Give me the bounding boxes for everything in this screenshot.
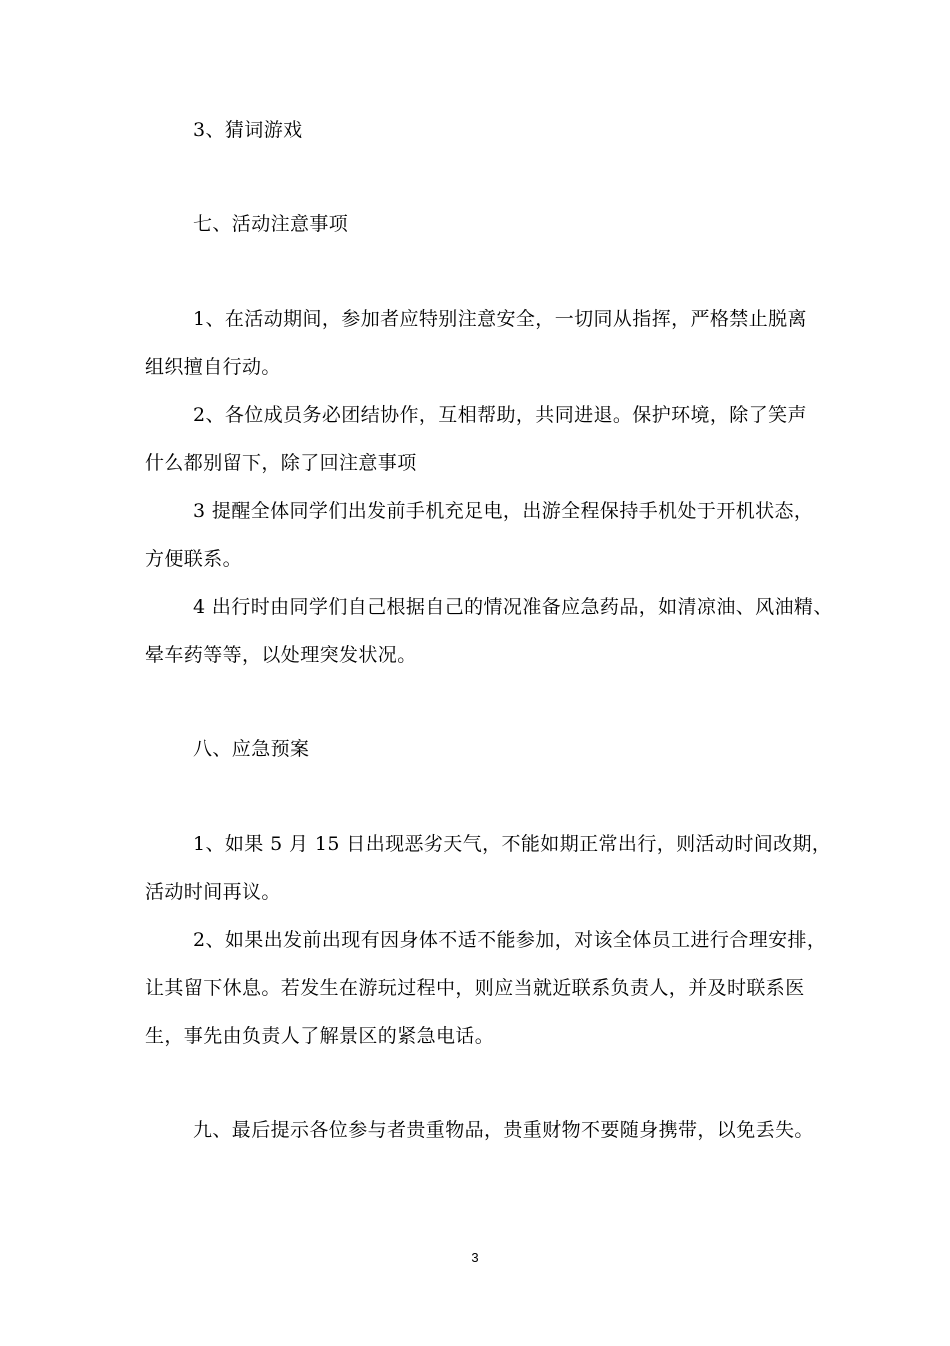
- section-7-paragraph-1-line-1: 1、在活动期间，参加者应特别注意安全，一切同从指挥，严格禁止脱离: [193, 308, 807, 330]
- section-8-paragraph-2-line-1: 2、如果出发前出现有因身体不适不能参加，对该全体员工进行合理安排，: [193, 929, 827, 951]
- section-7-paragraph-1-line-2: 组织擅自行动。: [145, 356, 281, 378]
- section-7-paragraph-4-line-2: 晕车药等等，以处理突发状况。: [145, 644, 417, 666]
- section-9-text: 九、最后提示各位参与者贵重物品，贵重财物不要随身携带，以免丢失。: [193, 1119, 814, 1141]
- section-8-paragraph-1-line-1: 1、如果 5 月 15 日出现恶劣天气，不能如期正常出行，则活动时间改期，: [193, 833, 832, 855]
- section-7-heading: 七、活动注意事项: [193, 213, 349, 235]
- page-number: 3: [471, 1250, 479, 1265]
- section-7-paragraph-4-line-1: 4 出行时由同学们自己根据自己的情况准备应急药品，如清凉油、风油精、: [193, 596, 833, 618]
- section-7-paragraph-3-line-2: 方便联系。: [145, 548, 243, 570]
- section-8-paragraph-2-line-3: 生，事先由负责人了解景区的紧急电话。: [145, 1025, 495, 1047]
- section-7-paragraph-2-line-2: 什么都别留下，除了回注意事项: [145, 452, 417, 474]
- section-8-paragraph-1-line-2: 活动时间再议。: [145, 881, 281, 903]
- item-word-game: 3、猜词游戏: [193, 119, 303, 141]
- section-8-heading: 八、应急预案: [193, 738, 310, 760]
- section-7-paragraph-3-line-1: 3 提醒全体同学们出发前手机充足电，出游全程保持手机处于开机状态，: [193, 500, 814, 522]
- section-8-paragraph-2-line-2: 让其留下休息。若发生在游玩过程中，则应当就近联系负责人，并及时联系医: [145, 977, 805, 999]
- section-7-paragraph-2-line-1: 2、各位成员务必团结协作，互相帮助，共同进退。保护环境，除了笑声: [193, 404, 807, 426]
